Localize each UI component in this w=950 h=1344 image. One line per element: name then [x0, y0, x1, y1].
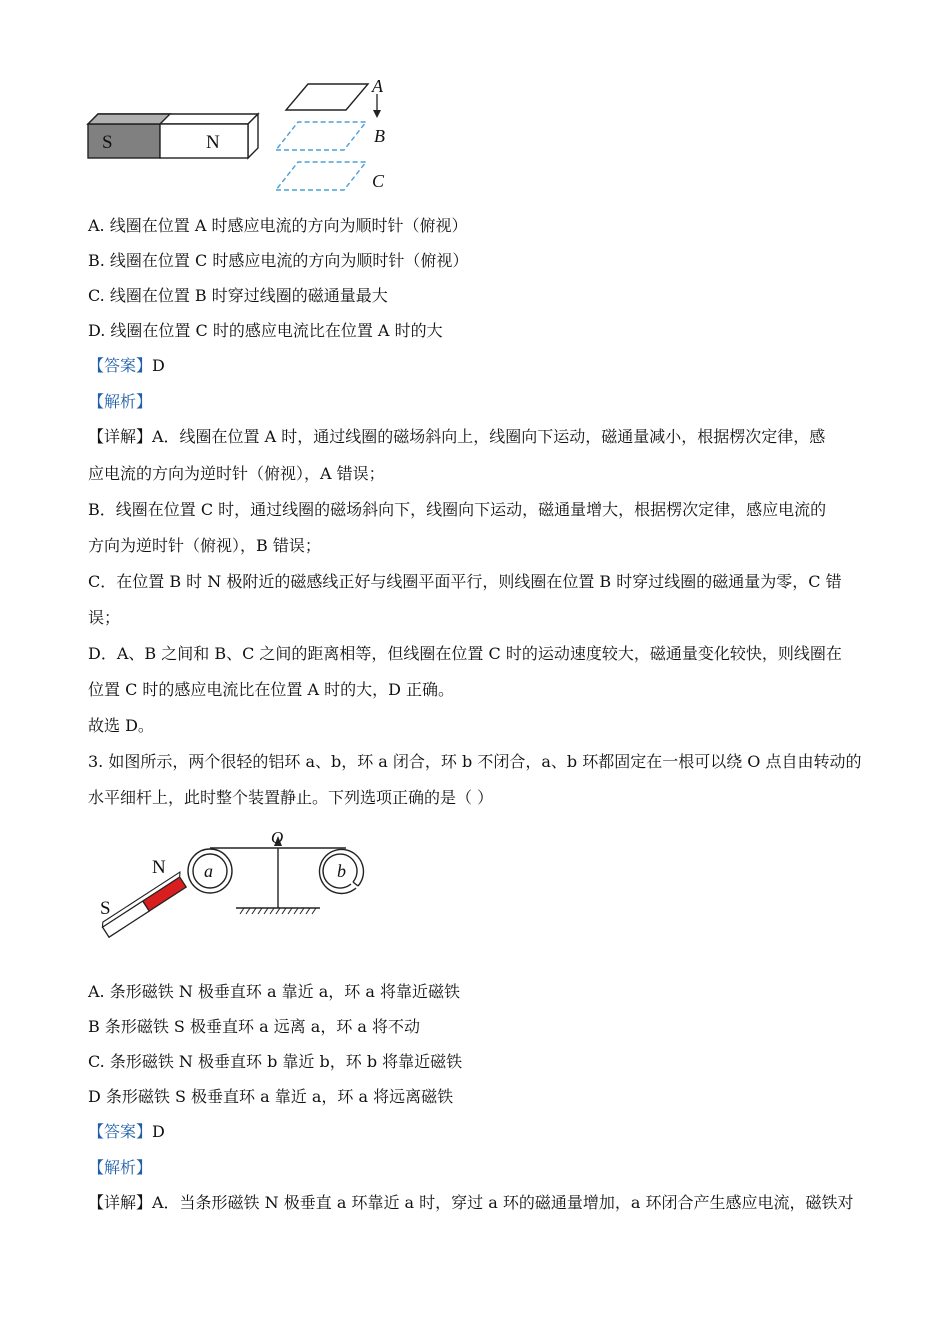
answer-tag: 【答案】 — [88, 356, 153, 375]
q2-option-b: B. 线圈在位置 C 时感应电流的方向为顺时针（俯视） — [88, 251, 469, 270]
coil-position-a — [286, 84, 368, 110]
pivot-label: O — [271, 828, 284, 847]
bar-magnet — [88, 114, 258, 158]
q2-answer — [88, 355, 862, 377]
coil-position-b — [276, 122, 366, 150]
answer-value: D — [152, 1122, 165, 1141]
bar-magnet-tilted — [100, 872, 188, 937]
down-arrow-icon — [373, 110, 381, 118]
q2-detail-line: 方向为逆时针（俯视），B 错误； — [88, 536, 321, 555]
coil-position-c — [276, 162, 366, 190]
magnet-coil-figure — [80, 72, 410, 200]
q3-answer — [88, 1121, 862, 1143]
q3-option-a: A. 条形磁铁 N 极垂直环 a 靠近 a，环 a 将靠近磁铁 — [88, 982, 460, 1001]
q2-detail-line: 故选 D。 — [88, 716, 154, 735]
ring-b — [319, 849, 363, 893]
label-position-b: B — [374, 126, 385, 146]
q2-detail-line: 位置 C 时的感应电流比在位置 A 时的大，D 正确。 — [88, 680, 455, 699]
q2-analysis-tag: 【解析】 — [88, 392, 153, 411]
q2-detail-line: 误； — [88, 608, 121, 627]
magnet-n-pole — [160, 124, 248, 158]
q3-stem-line: 水平细杆上，此时整个装置静止。下列选项正确的是（ ） — [88, 788, 494, 807]
magnet-s-label: S — [102, 132, 113, 153]
magnet-n-label: N — [206, 132, 220, 153]
rings-figure — [90, 826, 380, 950]
answer-value: D — [152, 356, 165, 375]
ring-a — [188, 849, 232, 893]
label-position-c: C — [372, 171, 385, 191]
q2-option-d: D. 线圈在位置 C 时的感应电流比在位置 A 时的大 — [88, 321, 443, 340]
q2-detail-line: B．线圈在位置 C 时，通过线圈的磁场斜向下，线圈向下运动，磁通量增大，根据楞次定律，感应电流的 — [88, 500, 827, 519]
q2-option-c: C. 线圈在位置 B 时穿过线圈的磁通量最大 — [88, 286, 388, 305]
pole-n-label: N — [152, 857, 166, 878]
ring-b-label: b — [337, 861, 346, 881]
q3-option-b: B 条形磁铁 S 极垂直环 a 远离 a，环 a 将不动 — [88, 1017, 421, 1036]
ring-a-label: a — [204, 861, 213, 881]
q2-option-a: A. 线圈在位置 A 时感应电流的方向为顺时针（俯视） — [88, 216, 468, 235]
answer-tag: 【答案】 — [88, 1122, 153, 1141]
magnet-s-pole — [88, 124, 160, 158]
q3-option-d: D 条形磁铁 S 极垂直环 a 靠近 a，环 a 将远离磁铁 — [88, 1087, 454, 1106]
q3-analysis-tag: 【解析】 — [88, 1158, 153, 1177]
q2-detail-line: 【详解】A．线圈在位置 A 时，通过线圈的磁场斜向上，线圈向下运动，磁通量减小，根据楞次定律，感 — [88, 427, 826, 446]
pole-s-label: S — [100, 898, 111, 919]
q2-detail-line: C．在位置 B 时 N 极附近的磁感线正好与线圈平面平行，则线圈在位置 B 时穿过线圈的磁通量为零，C 错 — [88, 572, 842, 591]
ground-hatch — [240, 908, 316, 914]
q3-stem-line: 3. 如图所示，两个很轻的铝环 a、b，环 a 闭合，环 b 不闭合，a、b 环都固定在一根可以绕 O 点自由转动的 — [88, 752, 862, 771]
q2-detail-line: D．A、B 之间和 B、C 之间的距离相等，但线圈在位置 C 时的运动速度较大，磁通量变化较快，则线圈在 — [88, 644, 842, 663]
label-position-a: A — [372, 76, 383, 96]
q3-detail-line: 【详解】A．当条形磁铁 N 极垂直 a 环靠近 a 时，穿过 a 环的磁通量增加，a 环闭合产生感应电流，磁铁对 — [88, 1193, 854, 1212]
q2-detail-line: 应电流的方向为逆时针（俯视），A 错误； — [88, 464, 385, 483]
q3-option-c: C. 条形磁铁 N 极垂直环 b 靠近 b，环 b 将靠近磁铁 — [88, 1052, 463, 1071]
